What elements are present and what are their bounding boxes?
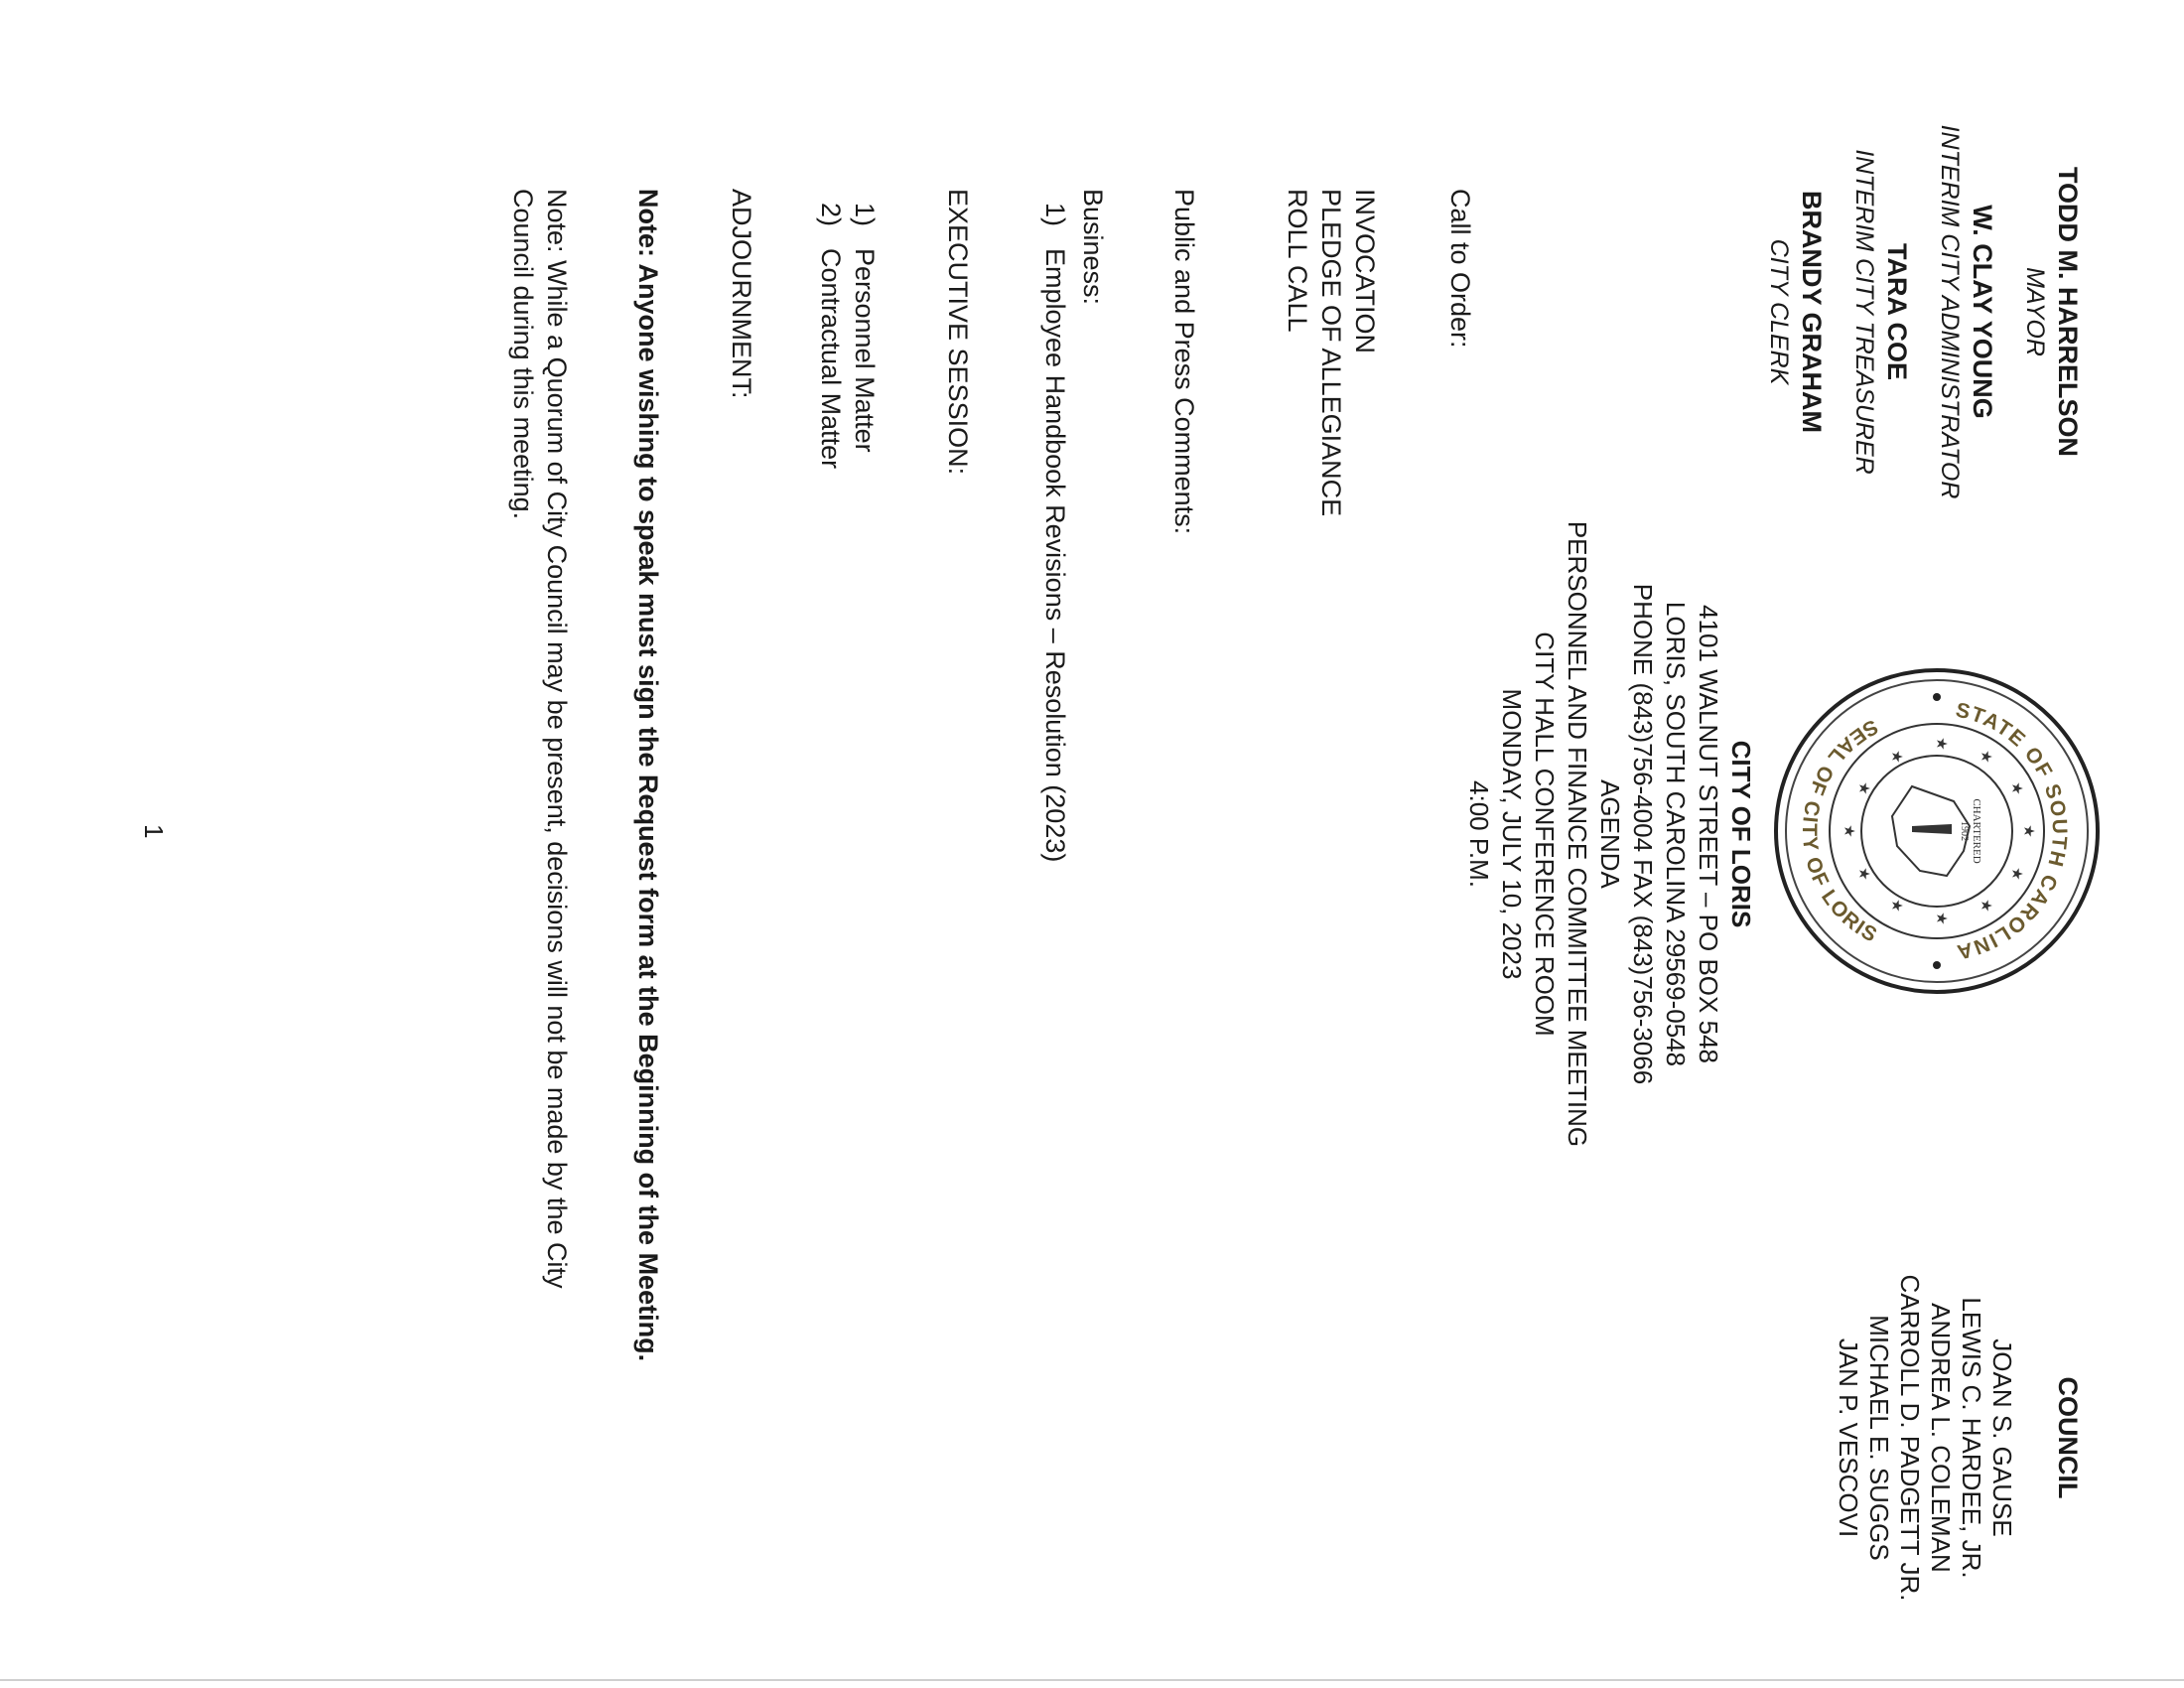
council-member: CARROLL D. PADGETT JR. [1895,1274,1925,1602]
item-number: 1) [850,202,880,226]
svg-text:★: ★ [2008,781,2026,795]
council-member: ANDREA L. COLEMAN [1926,1303,1956,1573]
official-title: CITY CLERK [1765,238,1793,385]
item-number: 2) [816,202,846,226]
adjournment: ADJOURNMENT: [727,189,756,399]
page-number: 1 [139,824,169,839]
city-name: CITY OF LORIS [1726,740,1756,928]
seal-inner-text: SEAL OF CITY OF LORIS [1797,714,1882,948]
executive-item [814,189,848,1479]
meeting-name: PERSONNEL AND FINANCE COMMITTEE MEETING [1563,520,1592,1148]
executive-item [848,189,882,1479]
item-text: Employee Handbook Revisions – Resolution (2023) [1040,248,1070,863]
official-name: W. CLAY YOUNG [1968,205,1997,419]
item-text: Contractual Matter [816,248,846,470]
official-treasurer [1848,93,1914,530]
meeting-location: CITY HALL CONFERENCE ROOM [1530,632,1560,1037]
council-member: JOAN S. GAUSE [1987,1338,2017,1537]
official-mayor [2019,93,2085,530]
city-officials [1743,93,2085,530]
svg-text:★: ★ [1933,912,1951,925]
council-member: MICHAEL E. SUGGS [1864,1315,1894,1561]
svg-text:★: ★ [2020,824,2038,838]
council-member: JAN P. VESCOVI [1834,1337,1863,1538]
scan-edge-divider [0,1679,2184,1681]
quorum-note: Note: While a Quorum of City Council may be present, decisions will not be made by the City Council during this meeting. [508,189,572,1289]
street-address: 4101 WALNUT STREET – PO BOX 548 [1694,605,1723,1063]
svg-text:★: ★ [1855,781,1873,795]
seal-outer-text: STATE OF SOUTH CAROLINA [1953,698,2072,964]
meeting-time: 4:00 P.M. [1464,780,1494,888]
seal-year-text: 1902 [1959,821,1970,841]
svg-text:★: ★ [1841,824,1858,838]
svg-text:★: ★ [1933,737,1951,751]
svg-text:★: ★ [1978,750,1995,764]
item-number: 1) [1040,202,1070,226]
pledge-of-allegiance: PLEDGE OF ALLEGIANCE [1316,189,1346,517]
request-form-note: Note: Anyone wishing to speak must sign the Request form at the Beginning of the Meeting. [633,189,663,1362]
city-seal-icon [1773,667,2101,995]
executive-session-label: EXECUTIVE SESSION: [943,189,973,476]
official-name: BRANDY GRAHAM [1797,190,1827,433]
phone-fax: PHONE (843)756-4004 FAX (843)756-3066 [1628,583,1658,1085]
svg-text:★: ★ [1888,899,1906,913]
meeting-date: MONDAY, JULY 10, 2023 [1497,688,1527,980]
item-text: Personnel Matter [850,248,880,453]
svg-text:★: ★ [2008,867,2026,881]
official-clerk [1763,93,1829,530]
official-title: MAYOR [2021,267,2049,356]
meeting-header [1462,487,1757,1182]
opening-items [1281,189,1382,1479]
official-name: TODD M. HARRELSON [2053,166,2083,457]
executive-items [814,189,882,1479]
invocation: INVOCATION [1350,189,1380,354]
seal-chartered-text: CHARTERED [1971,798,1982,864]
svg-text:★: ★ [1978,899,1995,913]
business-label: Business: [1078,189,1108,306]
council-list [1833,1219,2085,1656]
official-title: INTERIM CITY TREASURER [1850,149,1878,475]
document-type: AGENDA [1595,779,1625,889]
call-to-order: Call to Order: [1445,189,1475,349]
city-state-zip: LORIS, SOUTH CAROLINA 29569-0548 [1661,601,1691,1067]
public-comments: Public and Press Comments: [1169,189,1199,535]
council-member: LEWIS C. HARDEE, JR. [1957,1297,1986,1579]
business-item [1038,189,1072,1479]
official-administrator [1934,93,1999,530]
svg-text:★: ★ [1888,750,1906,764]
official-title: INTERIM CITY ADMINISTRATOR [1936,124,1964,499]
roll-call: ROLL CALL [1283,189,1312,333]
council-heading: COUNCIL [2053,1376,2083,1499]
svg-text:★: ★ [1855,867,1873,881]
official-name: TARA COE [1882,243,1912,380]
